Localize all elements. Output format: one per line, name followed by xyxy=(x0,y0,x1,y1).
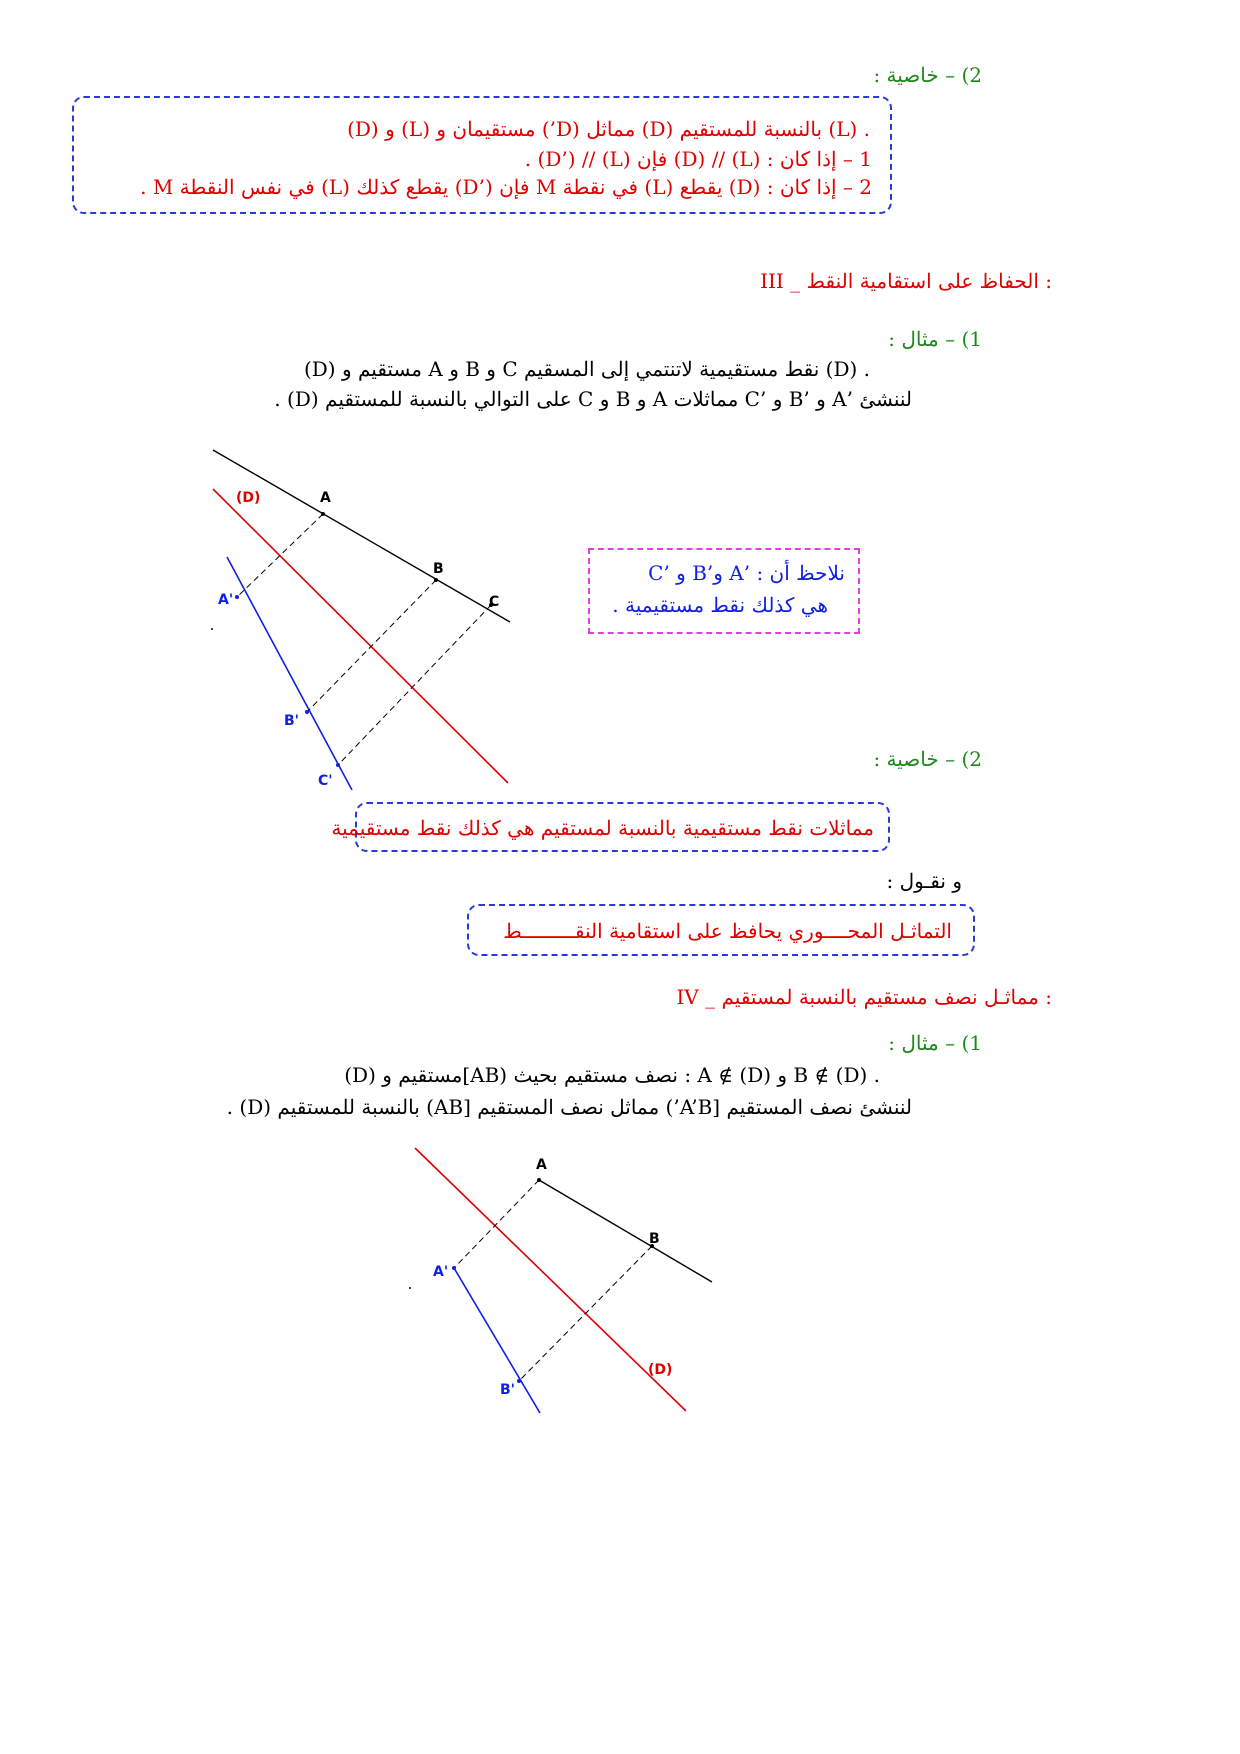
example-IV-line-2: لننشئ نصف المستقيم [A’B’) مماثل نصف المستقيم [AB) بالنسبة للمستقيم (D) . xyxy=(226,1095,912,1119)
line-A1B1C1 xyxy=(227,557,352,790)
point-C1 xyxy=(336,763,340,767)
line-ABC xyxy=(213,450,510,622)
point-B1 xyxy=(517,1379,521,1383)
example-IV-line-1: (D) مستقيم و[AB) نصف مستقيم بحيث : A ∉ (D) و B ∉ (D) . xyxy=(344,1063,880,1087)
label-B: B xyxy=(649,1231,660,1247)
property-heading-top: 2) – خاصية : xyxy=(873,63,982,87)
property-heading-III: 2) – خاصية : xyxy=(873,747,982,771)
label-C: C xyxy=(489,594,500,610)
label-A: A xyxy=(320,490,331,506)
dashed-C-C1 xyxy=(338,605,491,765)
property-line-1: (D) و (L) مستقيمان و (’D) مماثل (D) بالنسبة للمستقيم (L) . xyxy=(347,117,870,141)
axis-D xyxy=(213,489,508,783)
point-A xyxy=(537,1178,541,1182)
label-D: (D) xyxy=(236,490,261,506)
label-B1: B' xyxy=(284,713,299,729)
example-III-line-1: (D) مستقيم و A و B و C نقط مستقيمية لاتنتمي إلى المسقيم (D) . xyxy=(303,357,870,381)
note-line-1: نلاحظ أن : ’A و’B و ’C xyxy=(648,561,845,585)
dashed-A-A1 xyxy=(454,1180,539,1268)
label-C1: C' xyxy=(318,773,333,789)
property-line-3: 2 – إذا كان : (D) يقطع (L) في نقطة M فإن (’D) يقطع كذلك (L) في نفس النقطة M . xyxy=(140,175,872,199)
label-A: A xyxy=(536,1157,547,1173)
label-D: (D) xyxy=(648,1362,673,1378)
label-B1: B' xyxy=(500,1382,515,1398)
point-B xyxy=(434,578,438,582)
point-A1 xyxy=(235,595,239,599)
half-line-A1B1 xyxy=(454,1268,540,1413)
half-line-AB xyxy=(539,1180,712,1282)
property-III-text: مماثلات نقط مستقيمية بالنسبة لمستقيم هي كذلك نقط مستقيمية xyxy=(331,816,874,840)
label-A1: A' xyxy=(218,592,234,608)
example-heading-III: 1) – مثال : xyxy=(888,327,982,351)
property-line-2: 1 – إذا كان : (L) // (D) فإن (L) // (’D) . xyxy=(524,147,872,171)
point-A xyxy=(321,512,325,516)
example-heading-IV: 1) – مثال : xyxy=(888,1031,982,1055)
note-line-2: هي كذلك نقط مستقيمية . xyxy=(612,593,828,617)
section-III-title: III _ الحفاظ على استقامية النقط : xyxy=(760,269,1052,293)
we-say: و نقـول : xyxy=(886,869,962,893)
point-A1 xyxy=(452,1266,456,1270)
section-IV-title: IV _ مماثـل نصف مستقيم بالنسبة لمستقيم : xyxy=(676,985,1052,1009)
figure-collinear-points xyxy=(195,440,525,790)
point-B1 xyxy=(305,710,309,714)
label-B: B xyxy=(433,561,444,577)
label-A1: A' xyxy=(433,1264,449,1280)
figure-half-line xyxy=(400,1135,720,1420)
example-III-line-2: لننشئ ’A و ’B و ’C مماثلات A و B و C على التوالي بالنسبة للمستقيم (D) . xyxy=(274,387,912,411)
dashed-B-B1 xyxy=(519,1246,652,1381)
conclusion-text: التماثـل المحــــوري يحافظ على استقامية النقـــــــــط xyxy=(503,919,952,943)
